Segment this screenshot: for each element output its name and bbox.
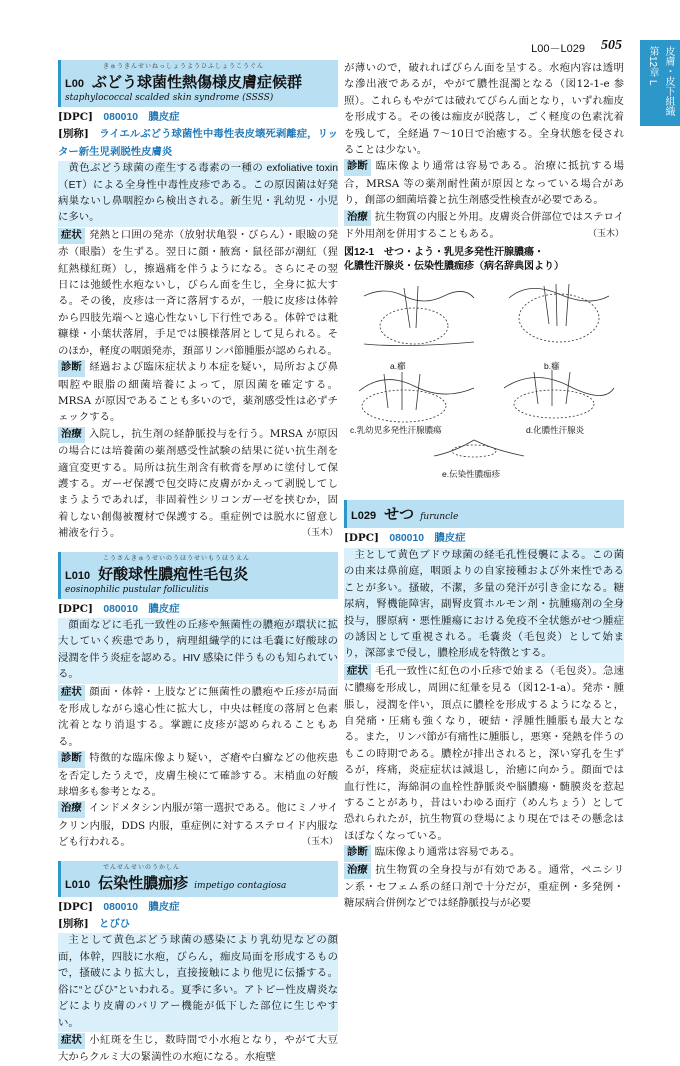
dpc-line (58, 601, 338, 618)
title-ruby: でんせんせいのうかしん (103, 863, 181, 871)
alias-label: [別称] (58, 918, 89, 931)
entry-title: ぶどう球菌性熱傷様皮膚症候群 (91, 74, 302, 91)
entry-header-L010-a (58, 552, 338, 599)
entry-english: impetigo contagiosa (194, 880, 287, 891)
alias-line (58, 916, 338, 933)
author-sign: （玉木） (301, 528, 338, 539)
treatment-label: 治療 (344, 210, 371, 226)
dpc-label: [DPC] (58, 111, 93, 123)
treatment-label: 治療 (58, 427, 85, 443)
entry-range: L00－L029 (531, 43, 585, 55)
treatment-text: 入院し，抗生剤の経静脈投与を行う。MRSA が原因の場合には培養菌の薬剤感受性試験の結果に従い抗生剤を適宜変更する。局所は抗生剤含有軟膏を厚めに塗付して保護する。ガーゼ保護で包交時に皮膚がかえって剥脱してしまうようであれば，非固着性シリコンガーゼを挟むか，固着しない創傷被覆材で保護する。重症例では脱水に留意し補液を行う。 (58, 427, 338, 540)
entry-code: L010 (65, 878, 91, 891)
entry-intro: 黄色ぶどう球菌の産生する毒素の一種の exfoliative toxin（ET）による全身性中毒性皮疹である。この原因菌は好発病巣ないし鼻咽腔から検出される。新生児・乳幼児・小児に多い。 (58, 161, 338, 227)
figure-caption (344, 246, 624, 274)
entry-title: せつ (384, 506, 415, 524)
figure-caption-line1: 図12-1 せつ・よう・乳児多発性汗腺膿瘍・ (344, 247, 545, 259)
dpc-label: [DPC] (344, 532, 379, 545)
running-header (0, 40, 680, 58)
symptom-label: 症状 (58, 1033, 85, 1049)
dpc-name: 膿皮症 (148, 112, 180, 123)
page-number: 505 (601, 38, 622, 53)
figure-caption-line2: 化膿性汗腺炎・伝染性膿痂疹（病名辞典図より） (344, 261, 564, 273)
dpc-name: 膿皮症 (434, 533, 466, 545)
skin-cross-section-illustrations (344, 276, 624, 471)
diagnosis-text: 臨床像より通常は容易である。 (374, 846, 521, 859)
symptom-continued: が薄いので，破れればびらん面を呈する。水疱内容は透明な滲出液であるが，やがて膿性混濁となる（図12-1-e 参照）。これらもやがては破れてびらん面となり，いずれ痂皮を形成する。その後は痂皮が脱落し，ごく軽度の色素沈着を残して，全経過 7～10日で治癒する。全身状態を侵されることは少ない。 (344, 62, 624, 157)
diagnosis-label: 診断 (58, 751, 85, 767)
right-column (344, 60, 624, 912)
dpc-name: 膿皮症 (148, 901, 180, 913)
treatment-label: 治療 (344, 863, 371, 879)
symptom-text: 小紅斑を生じ，数時間で小水疱となり，やがて大豆大からクルミ大の緊満性の水疱になる。水疱壁 (58, 1033, 338, 1064)
author-sign: （玉木） (301, 837, 338, 848)
entry-code: L029 (351, 510, 377, 523)
chapter-tab (640, 40, 680, 126)
figure-label-a: a.癤 (390, 361, 406, 372)
diagnosis-label: 診断 (344, 845, 371, 861)
treatment-text: 抗生物質の内服と外用。皮膚炎合併部位ではステロイド外用剤を併用することもある。 (344, 210, 624, 241)
symptom-text: 毛孔一致性に紅色の小丘疹で始まる（毛包炎）。急速に膿瘍を形成し，周囲に紅暈を見る（図12-1-a）。発赤・腫脹し，浸潤を伴い，頂点に膿栓を形成するようになると，自発痛・圧痛も強くなり，硬結・浮腫性腫脹も最大となる。また，リンパ節が有痛性に腫脹し，悪寒・発熱を伴うのもこの時期である。膿栓が排出されると，深い穿孔を生ずるが，疼痛，炎症症状は減退し，治癒に向かう。顔面では血行性に，海綿洞の血栓性静脈炎や脳膿瘍・髄膜炎を惹起することがあり，昔はいわゆる面疔（めんちょう）として恐れられたが，抗生物質の登場により現在ではその懸念はほぼなくなっている。 (344, 664, 624, 842)
alias-text: ライエルぶどう球菌性中毒性表皮壊死剥離症，リッター新生児剥脱性皮膚炎 (58, 129, 339, 158)
entry-body-L010-b-cont (344, 60, 624, 242)
dpc-line (58, 899, 338, 916)
entry-intro: 主として黄色ブドウ球菌の経毛孔性侵襲による。この菌の由来は鼻前庭，咽頭よりの自家接種および外来性であることが多い。搔破，不潔，多量の発汗が引き金になる。糖尿病，腎機能障害，副腎皮質ホルモン剤・抗腫瘍剤の全身投与，膠原病・悪性腫瘍における免疫不全状態がせつ腫症の誘因として重視される。毛嚢炎（毛包炎）として始まり，深部まで侵し，膿栓形成を特徴とする。 (344, 548, 624, 663)
chapter-tab-line1: 皮膚・皮下組織 (663, 46, 674, 116)
symptom-label: 症状 (344, 664, 371, 680)
alias-text: とびひ (99, 919, 131, 931)
dpc-line (58, 109, 338, 126)
entry-english: eosinophilic pustular folliculitis (65, 584, 209, 595)
chapter-tab-line2: 第12章 L (647, 46, 658, 86)
title-ruby: きゅうきんせいねっしょうようひふしょうこうぐん (103, 63, 265, 70)
figure-label-d: d.化膿性汗腺炎 (526, 425, 585, 436)
entry-intro: 顔面などに毛孔一致性の丘疹や無菌性の膿疱が環状に拡大していく疾患であり，病理組織学的には毛嚢に好酸球の浸潤を伴う炎症を認める。HIV 感染に伴うものも知られている。 (58, 618, 338, 684)
diagnosis-text: 臨床像より通常は容易である。治療に抵抗する場合，MRSA 等の薬剤耐性菌が原因となっている場合があり，創部の細菌培養と抗生剤感受性検査が必要である。 (344, 160, 624, 207)
diagnosis-label: 診断 (344, 159, 371, 175)
entry-title: 好酸球性膿疱性毛包炎 (98, 565, 249, 583)
entry-english: staphylococcal scalded skin syndrome (SSSS) (65, 93, 274, 103)
entry-body-L00 (58, 109, 338, 542)
dpc-name: 膿皮症 (148, 603, 180, 615)
figure-label-e: e.伝染性膿痂疹 (442, 469, 501, 480)
entry-body-L029 (344, 530, 624, 911)
entry-intro: 主として黄色ぶどう球菌の感染により乳幼児などの顔面，体幹，四肢に水疱，びらん，痂皮局面を形成するもので，搔破により拡大し，直接接触により他児に伝播する。俗に“とびひ”といわれる。夏季に多い。アトピー性皮膚炎などにより皮膚のバリアー機能が低下した部位に生じやすい。 (58, 933, 338, 1031)
dpc-code: 080010 (103, 112, 139, 123)
entry-header-L029 (344, 500, 624, 528)
entry-code: L00 (65, 78, 84, 90)
alias-line (58, 126, 338, 161)
dpc-code: 080010 (103, 603, 139, 615)
dpc-line (344, 530, 624, 547)
diagnosis-label: 診断 (58, 360, 85, 376)
symptom-text: 顔面・体幹・上肢などに無菌性の膿疱や丘疹が局面を形成しながら遠心性に拡大し，中央は軽度の落屑と色素沈着となり消退する。掌蹠に皮疹が認められることもある。 (58, 685, 338, 748)
treatment-text: 抗生物質の全身投与が有効である。通常，ペニシリン系・セフェム系の経口剤で十分だが，重症例・多発例・糖尿病合併例などでは経静脈投与が必要 (344, 863, 624, 910)
diagnosis-text: 経過および臨床症状より本症を疑い，局所および鼻咽腔や眼脂の細菌培養によって，原因菌を確定する。MRSA が原因であることも多いので，薬剤感受性は必ずチェックする。 (58, 361, 338, 424)
author-sign: （玉木） (587, 229, 624, 240)
dpc-code: 080010 (103, 901, 139, 913)
figure-label-b: b.癰 (544, 361, 560, 372)
entry-body-L010-a (58, 601, 338, 851)
figure-12-1 (344, 276, 624, 486)
left-column (58, 60, 338, 1066)
entry-title: 伝染性膿痂疹 (98, 874, 189, 892)
entry-header-L00 (58, 60, 338, 107)
dpc-label: [DPC] (58, 900, 93, 913)
symptom-label: 症状 (58, 228, 85, 244)
entry-header-L010-b (58, 861, 338, 897)
entry-english: furuncle (420, 512, 459, 523)
dpc-code: 080010 (389, 533, 425, 545)
symptom-text: 発熱と口囲の発赤（放射状亀裂・びらん）・眼瞼の発赤（眼脂）を生ずる。翌日に顔・腋窩・鼠径部が潮紅（猩紅熱様紅斑）し，擦過痛を伴うようになる。さらにその翌日には弛緩性水疱ないし，びらん面を生じ，全身に拡大する。その後，皮疹は一斉に落屑するが，一般に皮疹は体幹から四肢先端へと遠心性ないし下行性である。体幹では粃糠様・小葉状落屑，手足では膜様落屑として見られる。そのほか，軽度の咽頭発赤，頚部リンパ節腫脹が認められる。 (58, 228, 338, 357)
figure-label-c: c.乳幼児多発性汗腺膿瘍 (350, 425, 442, 436)
entry-code: L010 (65, 569, 91, 582)
treatment-label: 治療 (58, 801, 85, 817)
treatment-text: インドメタシン内服が第一選択である。他にミノサイクリン内服，DDS 内服，重症例に対するステロイド内服なども行われる。 (58, 802, 338, 849)
diagnosis-text: 特徴的な臨床像より疑い，ざ瘡や白癬などの他疾患を否定したうえで，皮膚生検にて確診する。末梢血の好酸球増多も参考となる。 (58, 752, 338, 799)
symptom-label: 症状 (58, 685, 85, 701)
dpc-label: [DPC] (58, 602, 93, 615)
title-ruby: こうさんきゅうせいのうほうせいもうほうえん (103, 554, 251, 562)
alias-label: [別称] (58, 128, 89, 141)
entry-body-L010-b (58, 899, 338, 1066)
